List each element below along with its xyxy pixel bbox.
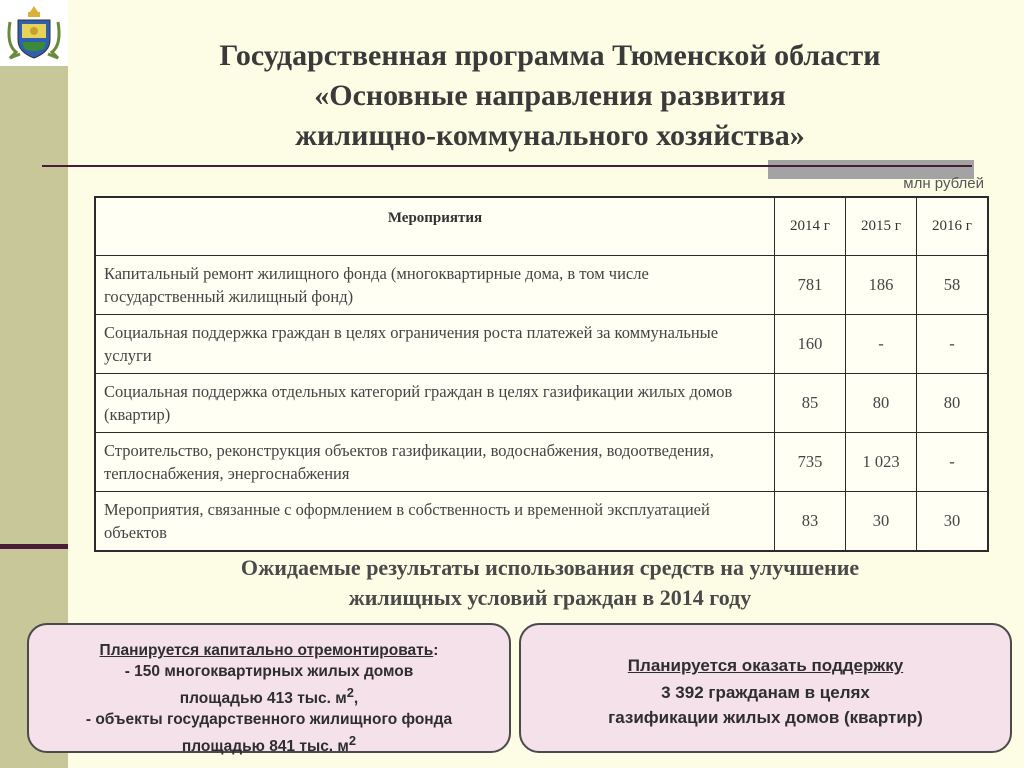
- funding-table: [94, 196, 989, 552]
- title-line: жилищно-коммунального хозяйства»: [295, 119, 805, 152]
- support-plan-line: газификации жилых домов (квартир): [608, 708, 923, 727]
- table-row: [95, 492, 988, 552]
- value-2015-cell: 1 023: [846, 433, 917, 492]
- results-subtitle: [90, 553, 1010, 613]
- header-divider: [42, 165, 972, 167]
- area-unit-superscript: 2: [346, 685, 354, 700]
- units-label: млн рублей: [903, 175, 984, 192]
- support-plan-heading: Планируется оказать поддержку: [627, 656, 904, 675]
- table-row: [95, 315, 988, 374]
- page-title: [100, 36, 1000, 156]
- repair-plan-line: - объекты государственного жилищного фонда: [85, 711, 453, 729]
- value-2015-cell: -: [846, 315, 917, 374]
- value-2016-cell: 30: [917, 492, 989, 552]
- title-line: «Основные направления развития: [314, 79, 786, 112]
- area-unit-superscript: 2: [348, 733, 357, 749]
- column-header-2016: 2016 г: [917, 197, 989, 256]
- value-2014-cell: 781: [775, 256, 846, 315]
- column-header-2015: 2015 г: [846, 197, 917, 256]
- value-2014-cell: 735: [775, 433, 846, 492]
- activity-cell: Капитальный ремонт жилищного фонда (многоквартирные дома, в том числе государственный жилищный фонд): [95, 256, 775, 315]
- repair-plan-line: - 150 многоквартирных жилых домов: [124, 663, 414, 680]
- value-2014-cell: 160: [775, 315, 846, 374]
- activity-cell: Строительство, реконструкция объектов газификации, водоснабжения, водоотведения, теплоснабжения, энергоснабжения: [95, 433, 775, 492]
- value-2014-cell: 85: [775, 374, 846, 433]
- table-row: [95, 433, 988, 492]
- repair-plan-heading-colon: :: [433, 642, 439, 659]
- activity-cell: Социальная поддержка отдельных категорий граждан в целях газификации жилых домов (квартир): [95, 374, 775, 433]
- subtitle-line: Ожидаемые результаты использования средств на улучшение: [240, 555, 860, 580]
- value-2016-cell: -: [917, 433, 989, 492]
- value-2016-cell: 80: [917, 374, 989, 433]
- subtitle-line: жилищных условий граждан в 2014 году: [348, 585, 752, 610]
- column-header-2014: 2014 г: [775, 197, 846, 256]
- support-plan-box: [519, 623, 1012, 753]
- column-header-activities: Мероприятия: [95, 197, 775, 256]
- support-plan-line: 3 392 гражданам в целях: [661, 683, 870, 702]
- repair-plan-line-suffix: ,: [353, 690, 359, 708]
- table-header-row: [95, 197, 988, 256]
- value-2015-cell: 30: [846, 492, 917, 552]
- coat-of-arms-logo: [0, 0, 68, 66]
- table-row: [95, 374, 988, 433]
- activity-cell: Социальная поддержка граждан в целях ограничения роста платежей за коммунальные услуги: [95, 315, 775, 374]
- repair-plan-line: площадью 413 тыс. м: [179, 690, 347, 708]
- value-2016-cell: -: [917, 315, 989, 374]
- sidebar-divider: [0, 544, 68, 549]
- value-2014-cell: 83: [775, 492, 846, 552]
- title-line: Государственная программа Тюменской области: [219, 39, 881, 72]
- repair-plan-heading: Планируется капитально отремонтировать: [99, 642, 434, 659]
- value-2015-cell: 186: [846, 256, 917, 315]
- repair-plan-box: [27, 623, 511, 756]
- value-2016-cell: 58: [917, 256, 989, 315]
- table-row: [95, 256, 988, 315]
- value-2015-cell: 80: [846, 374, 917, 433]
- repair-plan-line: площадью 841 тыс. м: [181, 738, 349, 756]
- activity-cell: Мероприятия, связанные с оформлением в собственность и временной эксплуатацией объектов: [95, 492, 775, 552]
